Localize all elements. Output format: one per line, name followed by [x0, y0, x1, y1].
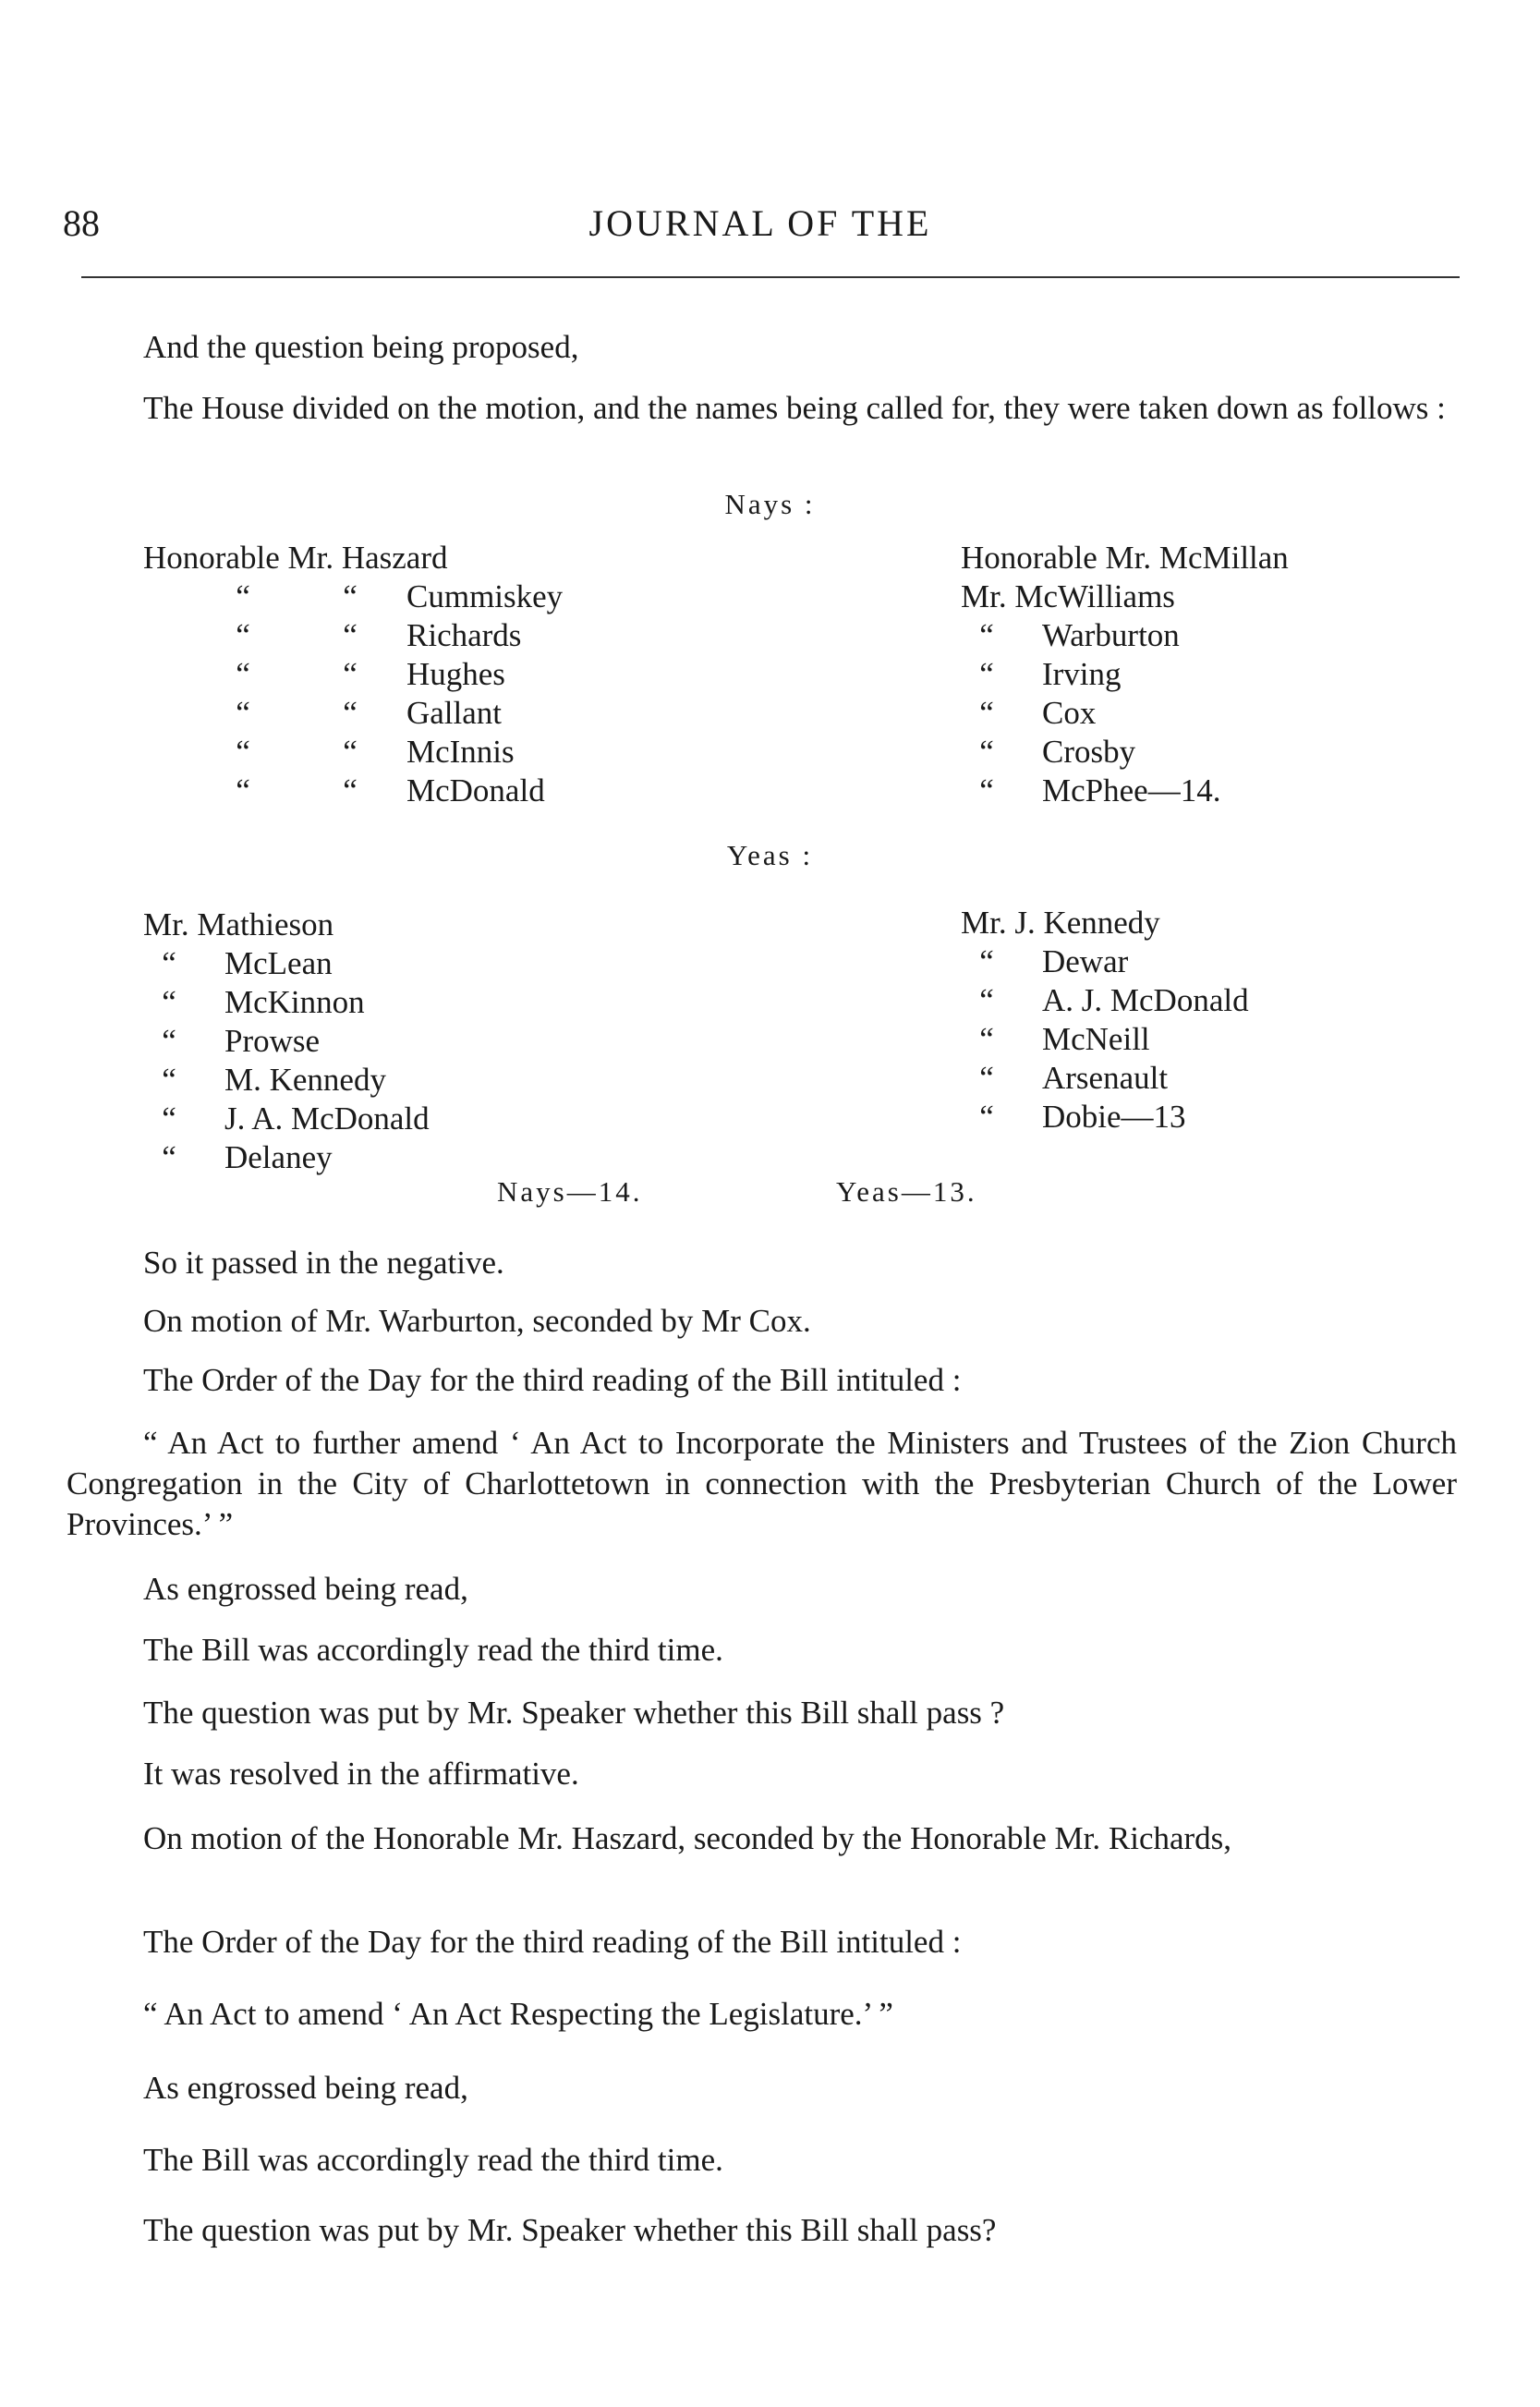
paragraph-engrossed: As engrossed being read,	[143, 1571, 468, 1607]
ditto-mark: “	[979, 982, 994, 1018]
ditto-mark: “	[236, 772, 250, 808]
nays-heading: Nays :	[724, 488, 816, 520]
header-rule	[81, 276, 1460, 278]
vote-ditto-line	[961, 942, 1013, 981]
vote-name: Dewar	[1042, 943, 1129, 979]
ditto-mark: “	[979, 1099, 994, 1135]
paragraph-engrossed-2: As engrossed being read,	[143, 2070, 468, 2106]
vote-ditto-line	[217, 733, 376, 772]
ditto-mark: “	[343, 617, 358, 653]
vote-ditto-line	[217, 577, 376, 616]
paragraph-third-reading: The Bill was accordingly read the third time.	[143, 1632, 723, 1668]
vote-ditto-line	[961, 655, 1013, 694]
vote-ditto-line	[217, 694, 376, 733]
vote-name: Irving	[1042, 656, 1122, 692]
paragraph-bill-title-zion: “ An Act to further amend ‘ An Act to Incorporate the Ministers and Trustees of the Zion Church Congregation in the City of Charlottetown in connection with the Presbyterian Church of the Lower Provinces.’ ”	[67, 1425, 1457, 1542]
vote-name: Mr. J. Kennedy	[961, 905, 1160, 941]
vote-ditto-line	[961, 616, 1013, 655]
paragraph-house-divided: The House divided on the motion, and the names being called for, they were taken down as follows :	[143, 390, 1446, 426]
paragraph-affirmative: It was resolved in the affirmative.	[143, 1756, 579, 1792]
paragraph-question-put-2: The question was put by Mr. Speaker whether this Bill shall pass?	[143, 2212, 997, 2248]
ditto-mark: “	[343, 695, 358, 731]
vote-name: Arsenault	[1042, 1060, 1169, 1096]
vote-name: McKinnon	[224, 984, 365, 1020]
vote-ditto-line	[143, 1100, 195, 1138]
vote-ditto-line	[143, 944, 195, 983]
vote-name: Honorable Mr. Haszard	[143, 540, 448, 576]
vote-name: Mr. Mathieson	[143, 906, 334, 942]
vote-name: Prowse	[224, 1023, 321, 1059]
ditto-mark: “	[162, 984, 176, 1020]
vote-name: Richards	[406, 617, 522, 653]
vote-name: M. Kennedy	[224, 1062, 386, 1098]
ditto-mark: “	[236, 617, 250, 653]
vote-name: Dobie—13	[1042, 1099, 1186, 1135]
vote-ditto-line	[961, 772, 1013, 810]
ditto-mark: “	[236, 695, 250, 731]
ditto-mark: “	[236, 578, 250, 614]
paragraph-order-of-day-2: The Order of the Day for the third reading of the Bill intituled :	[143, 1924, 962, 1960]
ditto-mark: “	[162, 1139, 176, 1175]
page-number: 88	[63, 202, 100, 244]
vote-ditto-line	[961, 1059, 1013, 1098]
vote-name: Mr. McWilliams	[961, 578, 1175, 614]
vote-name: McNeill	[1042, 1021, 1150, 1057]
vote-ditto-line	[961, 1098, 1013, 1137]
yeas-heading: Yeas :	[726, 839, 814, 871]
vote-ditto-line	[217, 616, 376, 655]
paragraph-passed-negative: So it passed in the negative.	[143, 1245, 504, 1281]
vote-ditto-line	[961, 981, 1013, 1020]
vote-name: Honorable Mr. McMillan	[961, 540, 1289, 576]
vote-ditto-line	[961, 694, 1013, 733]
vote-ditto-line	[143, 1061, 195, 1100]
vote-ditto-line	[143, 1022, 195, 1061]
paragraph-question-put: The question was put by Mr. Speaker whether this Bill shall pass ?	[143, 1695, 1005, 1731]
vote-name: Delaney	[224, 1139, 333, 1175]
ditto-mark: “	[236, 734, 250, 770]
ditto-mark: “	[979, 1060, 994, 1096]
paragraph-motion-warburton: On motion of Mr. Warburton, seconded by Mr Cox.	[143, 1303, 811, 1339]
ditto-mark: “	[236, 656, 250, 692]
vote-name: A. J. McDonald	[1042, 982, 1249, 1018]
ditto-mark: “	[979, 695, 994, 731]
vote-ditto-line	[961, 1020, 1013, 1059]
running-head: JOURNAL OF THE	[588, 202, 932, 244]
vote-name: Warburton	[1042, 617, 1180, 653]
nays-total: Nays—14.	[497, 1175, 643, 1208]
vote-ditto-line	[143, 983, 195, 1022]
vote-ditto-line	[143, 1138, 195, 1177]
paragraph-motion-haszard: On motion of the Honorable Mr. Haszard, seconded by the Honorable Mr. Richards,	[143, 1820, 1232, 1856]
vote-name: Cummiskey	[406, 578, 564, 614]
vote-name: McPhee—14.	[1042, 772, 1221, 808]
vote-name: Crosby	[1042, 734, 1136, 770]
vote-name: McLean	[224, 945, 333, 981]
vote-ditto-line	[217, 772, 376, 810]
ditto-mark: “	[162, 1062, 176, 1098]
ditto-mark: “	[162, 1100, 176, 1137]
ditto-mark: “	[979, 617, 994, 653]
vote-name: McDonald	[406, 772, 545, 808]
paragraph-order-of-day: The Order of the Day for the third reading of the Bill intituled :	[143, 1362, 962, 1398]
ditto-mark: “	[979, 1021, 994, 1057]
vote-name: J. A. McDonald	[224, 1100, 430, 1137]
ditto-mark: “	[162, 1023, 176, 1059]
vote-name: McInnis	[406, 734, 515, 770]
yeas-total: Yeas—13.	[836, 1175, 977, 1208]
paragraph-third-reading-2: The Bill was accordingly read the third time.	[143, 2142, 723, 2178]
paragraph-bill-title-legislature: “ An Act to amend ‘ An Act Respecting the Legislature.’ ”	[143, 1996, 893, 2032]
vote-ditto-line	[961, 733, 1013, 772]
ditto-mark: “	[343, 772, 358, 808]
ditto-mark: “	[979, 772, 994, 808]
vote-ditto-line	[217, 655, 376, 694]
ditto-mark: “	[343, 656, 358, 692]
paragraph-question-proposed: And the question being proposed,	[143, 329, 579, 365]
page-header	[63, 201, 1458, 253]
ditto-mark: “	[979, 656, 994, 692]
ditto-mark: “	[979, 734, 994, 770]
ditto-mark: “	[162, 945, 176, 981]
vote-name: Hughes	[406, 656, 505, 692]
vote-name: Cox	[1042, 695, 1097, 731]
ditto-mark: “	[343, 734, 358, 770]
vote-name: Gallant	[406, 695, 503, 731]
ditto-mark: “	[343, 578, 358, 614]
ditto-mark: “	[979, 943, 994, 979]
